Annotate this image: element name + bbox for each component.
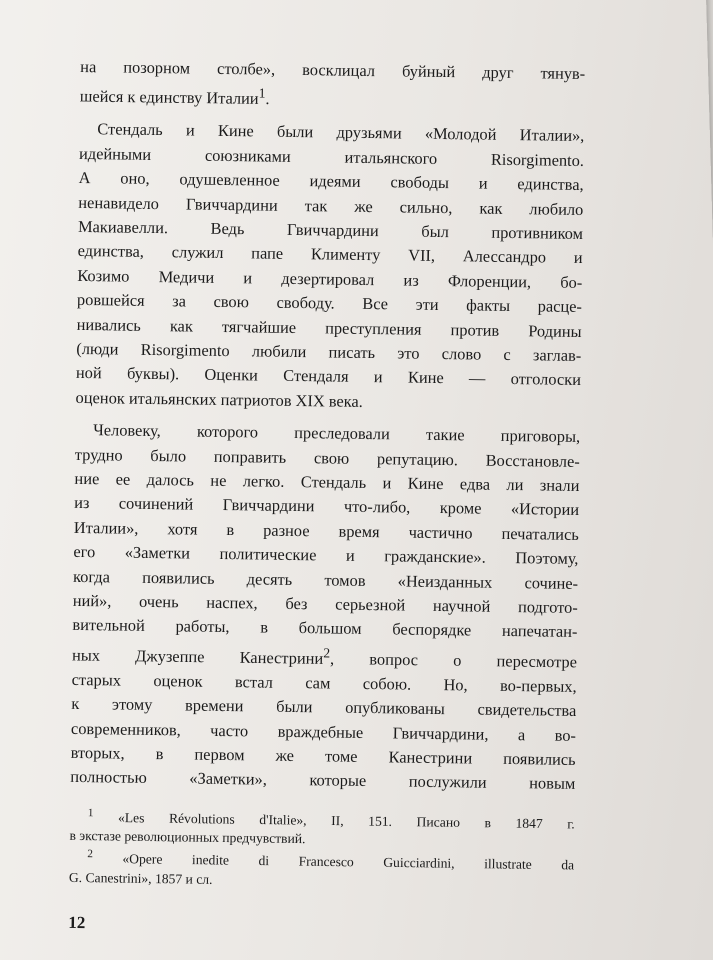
text-line: А оно, одушевленное идеями свободы и единства, (78, 168, 584, 195)
footnote-text: «Opere inedite di Francesco Guicciardini, illustrate da (122, 851, 575, 873)
text-line: Макиавелли. Ведь Гвиччардини был противником (77, 216, 584, 243)
text-line: ной буквы). Оценки Стендаля и Кине — отголоски (75, 363, 582, 390)
text-line: современников, часто враждебные Гвиччардини, а во- (70, 718, 577, 745)
text-line: трудно было поправить свою репутацию. Восстановле- (74, 444, 580, 471)
text-line: вительной работы, в большом беспорядке напечатан- (72, 615, 578, 642)
text-line: Италии», хотя в разное время частично печатались (73, 517, 579, 544)
text-line: Козимо Медичи и дезертировал из Флоренции, бо- (77, 265, 583, 292)
text-line: единства, служил папе Клименту VII, Алессандро и (77, 241, 583, 268)
text-fragment: , вопрос о пересмотре (329, 648, 578, 672)
text-line: (люди Risorgimento любили писать это слово с заглав- (76, 338, 582, 365)
footnote-2-cont: G. Canestrini», 1857 и сл. (68, 869, 213, 887)
page-number: 12 (68, 912, 86, 932)
footnotes (69, 804, 575, 894)
text-line: из сочинений Гвиччардини что-либо, кроме «Истории (74, 493, 580, 520)
text-line: его «Заметки политические и гражданские». Поэтому, (73, 542, 579, 569)
text-line: на позорном столбе», восклицал буйный друг тянув- (80, 56, 586, 83)
text-line: ненавидело Гвиччардини так же сильно, как любило (78, 192, 584, 219)
text-line: когда появились десять томов «Неизданных сочине- (73, 566, 579, 593)
page-text (68, 55, 585, 940)
text-line: оценок итальянских патриотов XIX века. (75, 387, 363, 411)
text-line: полностью «Заметки», которые послужили новым (70, 767, 576, 794)
text-line: к этому времени были опубликованы свидетельства (71, 693, 577, 721)
text-line: Человеку, которого преследовали такие приговоры, (93, 420, 581, 447)
text-line: идейными союзниками итальянского Risorgimento. (78, 143, 585, 170)
text-line: нивались как тягчайшие преступления против Родины (76, 314, 582, 341)
text-line: шейся к единству Италии$^1$. (79, 85, 270, 109)
text-line: ний», очень наспех, без серьезной научной подгото- (72, 590, 578, 617)
text-line: ровшейся за свою свободу. Все эти факты расце- (76, 290, 583, 317)
footnote-ref: 2 (323, 645, 331, 661)
text-line: вторых, в первом же томе Канестрини появились (70, 742, 576, 769)
text-fragment: шейся к единству Италии (79, 86, 259, 109)
footnote-mark: 2 (87, 848, 94, 861)
text-line: старых оценок встал сам собою. Но, во-первых, (71, 669, 577, 696)
text-line: ние ее далось не легко. Стендаль и Кине едва ли знали (74, 468, 580, 495)
footnote-ref: 1 (258, 85, 266, 101)
text-line: Стендаль и Кине были друзьями «Молодой Италии», (97, 119, 585, 146)
footnote-1-cont: в экстазе революционных предчувствий. (69, 828, 306, 847)
footnote-text: «Les Révolutions d'Italie», II, 151. Писано в 1847 г. (117, 809, 575, 832)
text-fragment: ных Джузеппе Канестрини (71, 645, 324, 668)
footnote-mark: 1 (87, 806, 94, 819)
